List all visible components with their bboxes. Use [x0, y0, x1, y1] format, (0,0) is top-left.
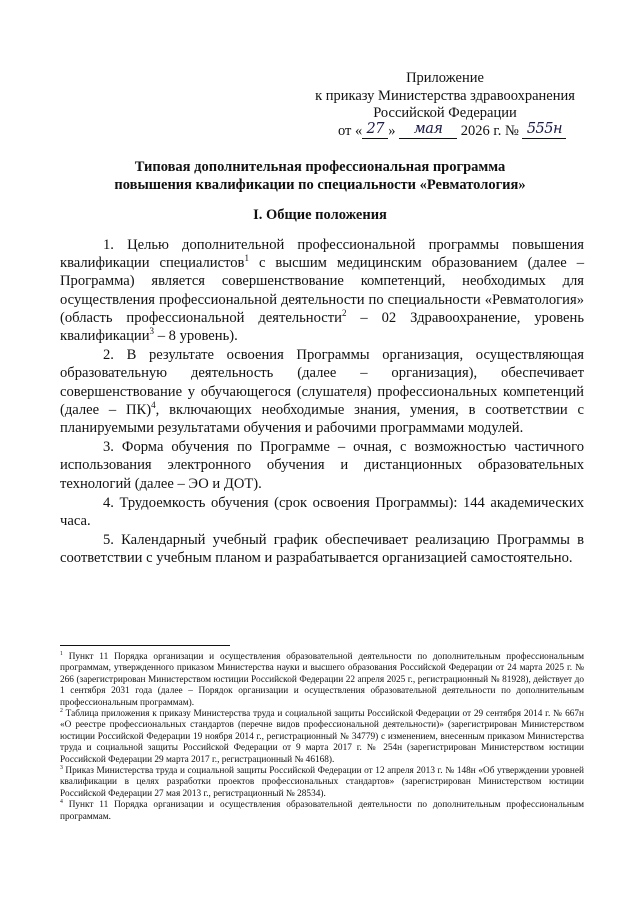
paragraph-1-text-a: 1. Целью дополнительной профессиональной программы повышения квалификации специалистов [60, 237, 584, 272]
paragraph-2-text-b: , включающих необходимые знания, умения, в соответствии с планируемыми результатами обучения и рабочими программами модулей. [60, 401, 584, 437]
footnote-4 [60, 800, 584, 823]
footnote-2-mark: 2 [60, 707, 63, 714]
paragraph-1-text-d: – 8 уровень). [154, 328, 238, 345]
footnote-4-mark: 4 [60, 799, 63, 806]
footnotes [60, 652, 584, 823]
footnote-3 [60, 766, 584, 800]
paragraph-1 [60, 236, 584, 345]
footnote-1-mark: 1 [60, 650, 63, 657]
paragraph-1-text-b: с высшим медицинским образованием (далее – Программа) является совершенствование компетенций, необходимых для осуществления профессиональной деятельности по специальности «Ревматология» (область профессиональной деятельности [60, 255, 584, 326]
footnote-3-text: Приказ Министерства труда и социальной защиты Российской Федерации от 12 апреля 2013 г. № 148н «Об утверждении уровней квалификации в целях разработки проектов профессиональных стандартов» (зарегистрирован Министерством юстиции Российской Федерации 27 мая 2013 г., регистрационный № 28534). [60, 766, 584, 799]
date-year: 2026 г. № [460, 122, 519, 139]
footnote-separator [60, 645, 230, 646]
title-line-1: Типовая дополнительная профессиональная программа [134, 159, 506, 175]
paragraph-4: 4. Трудоемкость обучения (срок освоения Программы): 144 академических часа. [60, 494, 584, 530]
appendix-date-line [300, 120, 590, 142]
paragraph-2 [60, 346, 584, 437]
section-heading: I. Общие положения [253, 207, 387, 223]
handwritten-month: мая [399, 121, 457, 140]
document-title [60, 158, 580, 194]
paragraph-1-text-c: – 02 Здравоохранение, уровень квалификации [60, 309, 584, 345]
document-body [60, 236, 584, 569]
footnote-ref-2: 2 [341, 307, 347, 318]
footnote-1 [60, 652, 584, 709]
footnote-ref-1: 1 [244, 253, 249, 264]
footnote-4-text: Пункт 11 Порядка организации и осуществления образовательной деятельности по дополнительным профессиональным программам. [60, 800, 584, 822]
paragraph-5: 5. Календарный учебный график обеспечивает реализацию Программы в соответствии с учебным планом и разрабатывается организацией самостоятельно. [60, 532, 584, 567]
date-prefix: от « [338, 122, 363, 139]
appendix-label: Приложение [406, 70, 484, 86]
footnote-2 [60, 709, 584, 766]
title-line-2: повышения квалификации по специальности «Ревматология» [114, 177, 526, 193]
appendix-country: Российской Федерации [373, 105, 517, 121]
footnote-2-text: Таблица приложения к приказу Министерства труда и социальной защиты Российской Федерации от 29 сентября 2014 г. № 667н «О реестре профессиональных стандартов (перечне видов профессиональной деятельности)» (зарегистрирован Министерством юстиции Российской Федерации 19 ноября 2014 г., регистрационный № 34779) с изменением, внесенным приказом Министерства труда и социальной защиты Российской Федерации от 9 марта 2017 г. № 254н (зарегистрирован Министерством юстиции Российской Федерации 29 марта 2017 г., регистрационный № 46168). [60, 709, 584, 765]
paragraph-3: 3. Форма обучения по Программе – очная, с возможностью частичного использования электронного обучения и дистанционных образовательных технологий (далее – ЭО и ДОТ). [60, 439, 584, 492]
paragraph-2-text-a: 2. В результате освоения Программы организация, осуществляющая образовательную деятельность (далее – организация), обеспечивает совершенствование у обучающегося (слушателя) профессиональных компетенций (далее – ПК) [60, 347, 584, 418]
footnote-1-text: Пункт 11 Порядка организации и осуществления образовательной деятельности по дополнительным профессиональным программам, утвержденного приказом Министерства науки и высшего образования Российской Федерации от 24 марта 2025 г. № 266 (зарегистрирован Министерством юстиции Российской Федерации 22 апреля 2025 г., регистрационный № 81928), действует до 1 сентября 2031 года (далее – Порядок организации и осуществления образовательной деятельности по дополнительным профессиональным программам). [60, 652, 584, 708]
appendix-header [300, 70, 590, 141]
footnote-ref-4: 4 [151, 399, 156, 410]
footnote-ref-3: 3 [149, 326, 155, 337]
appendix-order-ref: к приказу Министерства здравоохранения [315, 87, 575, 104]
handwritten-order-number: 555н [522, 121, 566, 140]
date-mid: » [388, 122, 396, 139]
footnote-3-mark: 3 [60, 764, 63, 771]
handwritten-day: 27 [362, 121, 388, 140]
